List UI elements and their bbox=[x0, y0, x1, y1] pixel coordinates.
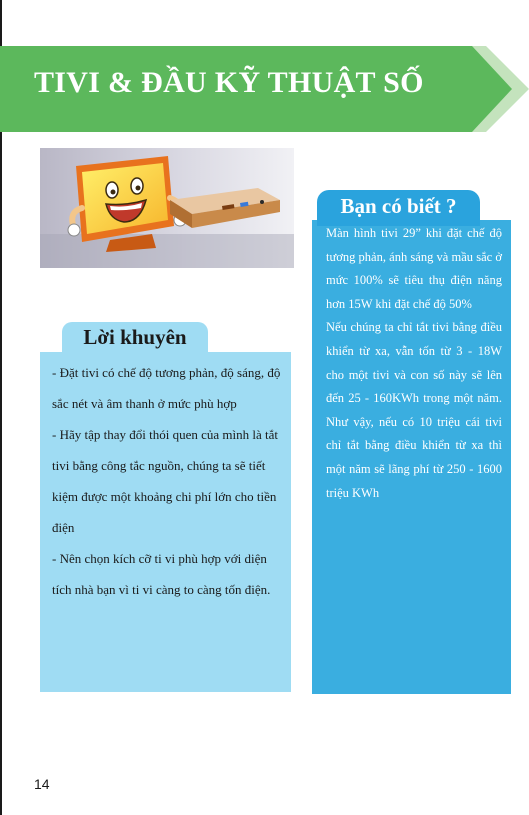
page-number: 14 bbox=[34, 776, 50, 792]
advice-item: - Hãy tập thay đổi thói quen của mình là tắt tivi bằng công tắc nguồn, chúng ta sẽ tiết kiệm được một khoảng chi phí lớn cho tiền điện bbox=[52, 427, 278, 535]
title-banner bbox=[0, 46, 529, 132]
page-title: TIVI & ĐẦU KỸ THUẬT SỐ bbox=[34, 66, 424, 99]
advice-item: - Đặt tivi có chế độ tương phản, độ sáng, độ sắc nét và âm thanh ở mức phù hợp bbox=[52, 365, 281, 411]
did-you-know-text bbox=[326, 222, 502, 505]
fact-paragraph: Màn hình tivi 29” khi đặt chế độ tương phản, ánh sáng và mầu sắc ở mức 100% sẽ tiêu thụ điện năng hơn 15W khi đặt chế độ 50% bbox=[326, 226, 502, 311]
did-you-know-heading: Bạn có biết ? bbox=[340, 194, 457, 218]
tv-illustration bbox=[40, 148, 294, 268]
advice-text bbox=[52, 357, 284, 605]
fact-paragraph: Nếu chúng ta chỉ tắt tivi bằng điều khiển từ xa, vẫn tốn từ 3 - 18W cho một tivi và con số này sẽ lên đến 25 - 160KWh trong một năm. Như vậy, nếu có 10 triệu cái tivi chỉ tắt bằng điều khiển từ xa thì một năm sẽ lãng phí từ 250 - 1600 triệu KWh bbox=[326, 320, 502, 500]
advice-item: - Nên chọn kích cỡ ti vi phù hợp với diện tích nhà bạn vì ti vi càng to càng tốn điện. bbox=[52, 551, 271, 597]
advice-heading: Lời khuyên bbox=[83, 325, 187, 349]
